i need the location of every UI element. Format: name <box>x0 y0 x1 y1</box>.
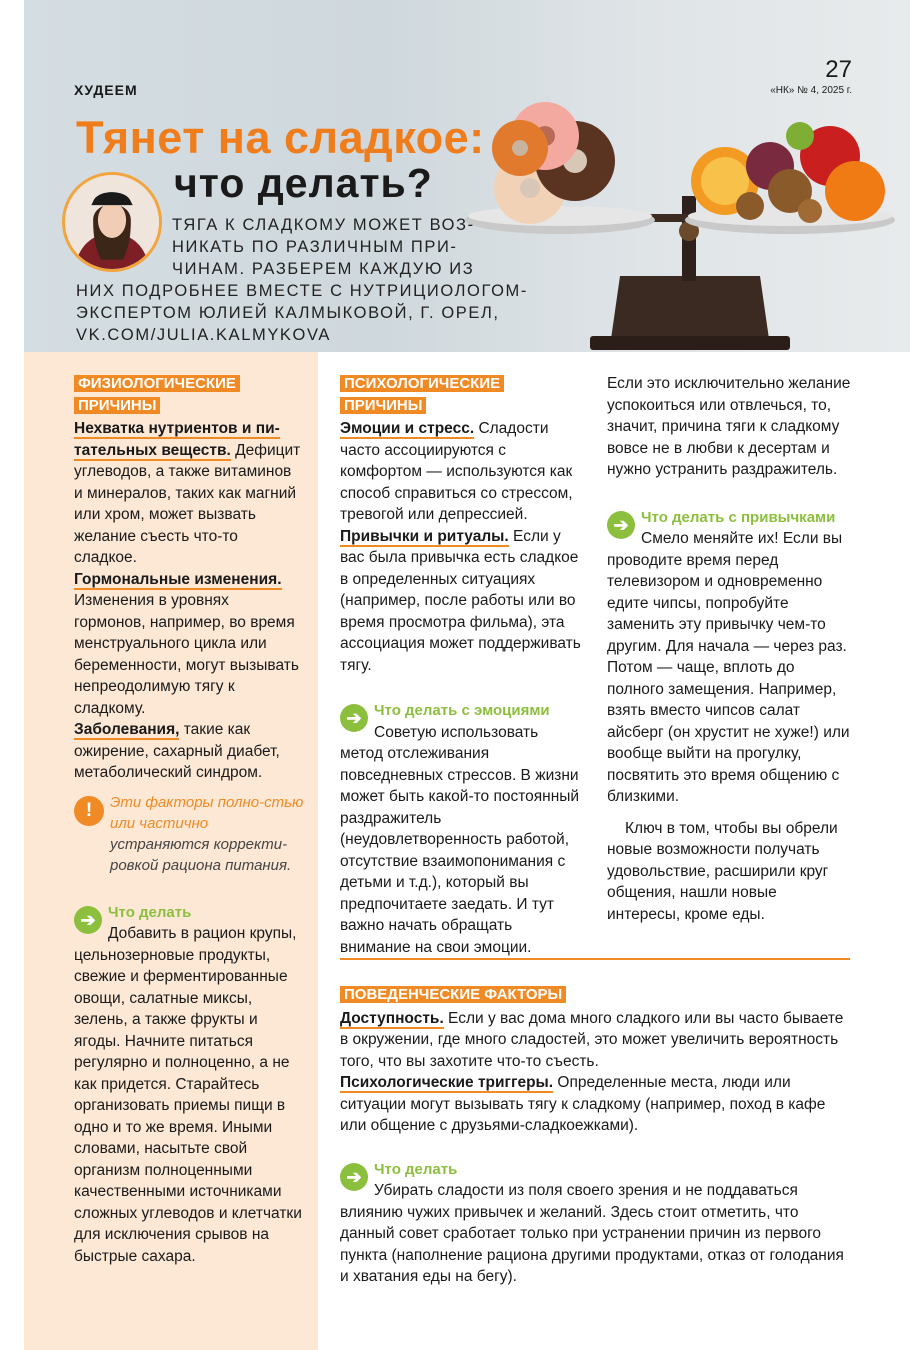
term: Нехватка нутриентов и пи-тательных веществ. <box>74 420 280 459</box>
todo-block <box>340 1159 852 1288</box>
scale-illustration <box>460 96 910 352</box>
todo-text: Добавить в рацион крупы, цельнозерновые продукты, свежие и ферментированные овощи, салатные миксы, зелень, а также фрукты и ягоды. Начните питаться регулярно и полноценно, а не как придется. Старайтесь организовать приемы пищи в одно и то же время. Иными словами, насытьте свой организм полноценными качественными источниками сложных углеводов и клетчатки для исключения срывов на быстрые сахара. <box>74 925 302 1265</box>
paragraph: Ключ в том, чтобы вы обрели новые возможности получать удовольствие, расширили круг общения, нашли новые интересы, кроме еды. <box>607 819 838 923</box>
todo-text: Советую использовать метод отслеживания повседневных стрессов. В жизни может быть какой-то постоянный раздражитель (неудовлетворенность работой, отсутствие взаимопонимания с детьми и т.д.), который вы предпочитаете заедать. И тут важно начать обращать внимание на свои эмоции. <box>340 723 580 956</box>
intro-line: ЧИНАМ. РАЗБЕРЕМ КАЖДУЮ ИЗ <box>172 260 475 278</box>
section-heading: ПСИХОЛОГИЧЕСКИЕ ПРИЧИНЫ <box>340 373 584 416</box>
section-behavioral <box>340 984 852 1288</box>
todo-title: Что делать <box>108 903 192 921</box>
title-line2: что делать? <box>174 160 433 206</box>
column-psychological <box>340 373 584 958</box>
term: Доступность. <box>340 1009 444 1027</box>
paragraph: Нехватка нутриентов и пи-тательных веществ. Дефицит углеводов, а также витаминов и минералов, таких как магний или хром, может вызвать желание съесть что-то сладкое. <box>74 420 301 566</box>
intro-line: НИКАТЬ ПО РАЗЛИЧНЫМ ПРИ- <box>172 238 458 256</box>
arrow-right-icon: ➔ <box>340 704 368 732</box>
paragraph: Заболевания, такие как ожирение, сахарный диабет, метаболический синдром. <box>74 721 280 781</box>
exclamation-icon: ! <box>74 796 104 826</box>
author-link[interactable]: VK.COM/JULIA.KALMYKOVA <box>76 326 331 344</box>
todo-block <box>74 902 304 1268</box>
arrow-right-icon: ➔ <box>607 511 635 539</box>
paragraph: Гормональные изменения. Изменения в уровнях гормонов, например, во время менструального цикла или беременности, могут вызывать непреодолимую тягу к сладкому. <box>74 570 299 717</box>
arrow-right-icon: ➔ <box>74 906 102 934</box>
todo-title: Что делать с привычками <box>641 508 836 526</box>
intro-line: НИХ ПОДРОБНЕЕ ВМЕСТЕ С НУТРИЦИОЛОГОМ- <box>76 282 528 300</box>
todo-text: Смело меняйте их! Если вы проводите время перед телевизором и одновременно едите чипсы, попробуйте заменить эту привычку чем-то другим. Для начала — через раз. Потом — чаще, вплоть до полного замещения. Например, взять вместо чипсов салат айсберг (он хрустит не хуже!) или вообще выйти на прогулку, посвятить это время общению с близкими. <box>607 530 850 805</box>
paragraph: Доступность. Если у вас дома много сладкого или вы часто бываете в окружении, где много сладостей, это может увеличить вероятность того, что вы захотите что-то съесть. <box>340 1009 844 1070</box>
intro-line: ЭКСПЕРТОМ ЮЛИЕЙ КАЛМЫКОВОЙ, Г. ОРЕЛ, <box>76 304 500 322</box>
title-line1: Тянет на сладкое: <box>76 112 485 163</box>
section-heading: ФИЗИОЛОГИЧЕСКИЕ ПРИЧИНЫ <box>74 373 304 416</box>
section-tag: ХУДЕЕМ <box>74 82 138 98</box>
intro-text <box>76 214 528 346</box>
divider <box>340 958 850 960</box>
term: Гормональные изменения. <box>74 570 282 588</box>
issue-label: «НК» № 4, 2025 г. <box>770 85 852 96</box>
paragraph: Психологические триггеры. Определенные места, люди или ситуации могут вызывать тягу к сладкому (например, поход в кафе или общение с друзьями-сладкоежками). <box>340 1074 826 1134</box>
section-heading: ПОВЕДЕНЧЕСКИЕ ФАКТОРЫ <box>340 984 852 1006</box>
term: Привычки и ритуалы. <box>340 527 509 545</box>
term: Психологические триггеры. <box>340 1074 554 1091</box>
page-number: 27 <box>825 56 852 83</box>
paragraph: Эмоции и стресс. Сладости часто ассоциируются с комфортом — используются как способ справиться со стрессом, тревогой или депрессией. <box>340 420 573 523</box>
todo-block <box>607 507 851 808</box>
warning-note: ! Эти факторы полно-стью или частично устраняются корректи-ровкой рациона питания. <box>74 792 304 876</box>
todo-text: Убирать сладости из поля своего зрения и не поддаваться влиянию чужих привычек и желаний. Здесь стоит отметить, что данный совет сработает только при устранении причин из первого пункта (наполнение рациона другими продуктами, отказ от голодания и хватания еды на бегу). <box>340 1182 844 1285</box>
column-physiological <box>74 373 304 1267</box>
todo-title: Что делать с эмоциями <box>374 702 550 719</box>
todo-title: Что делать <box>374 1160 458 1178</box>
intro-line: ТЯГА К СЛАДКОМУ МОЖЕТ ВОЗ- <box>172 216 475 234</box>
term: Заболевания, <box>74 721 180 738</box>
paragraph: Если это исключительно желание успокоиться или отвлечься, то, значит, причина тяги к сладкому вовсе не в любви к десертам и нужно устранить раздражитель. <box>607 375 851 478</box>
paragraph: Привычки и ритуалы. Если у вас была привычка есть сладкое в определенных ситуациях (например, после работы или во время просмотра фильма), эта ассоциация может поддерживать тягу. <box>340 527 581 674</box>
arrow-right-icon: ➔ <box>340 1163 368 1191</box>
column-continued <box>607 373 851 925</box>
term: Эмоции и стресс. <box>340 420 475 437</box>
todo-block <box>340 700 584 958</box>
